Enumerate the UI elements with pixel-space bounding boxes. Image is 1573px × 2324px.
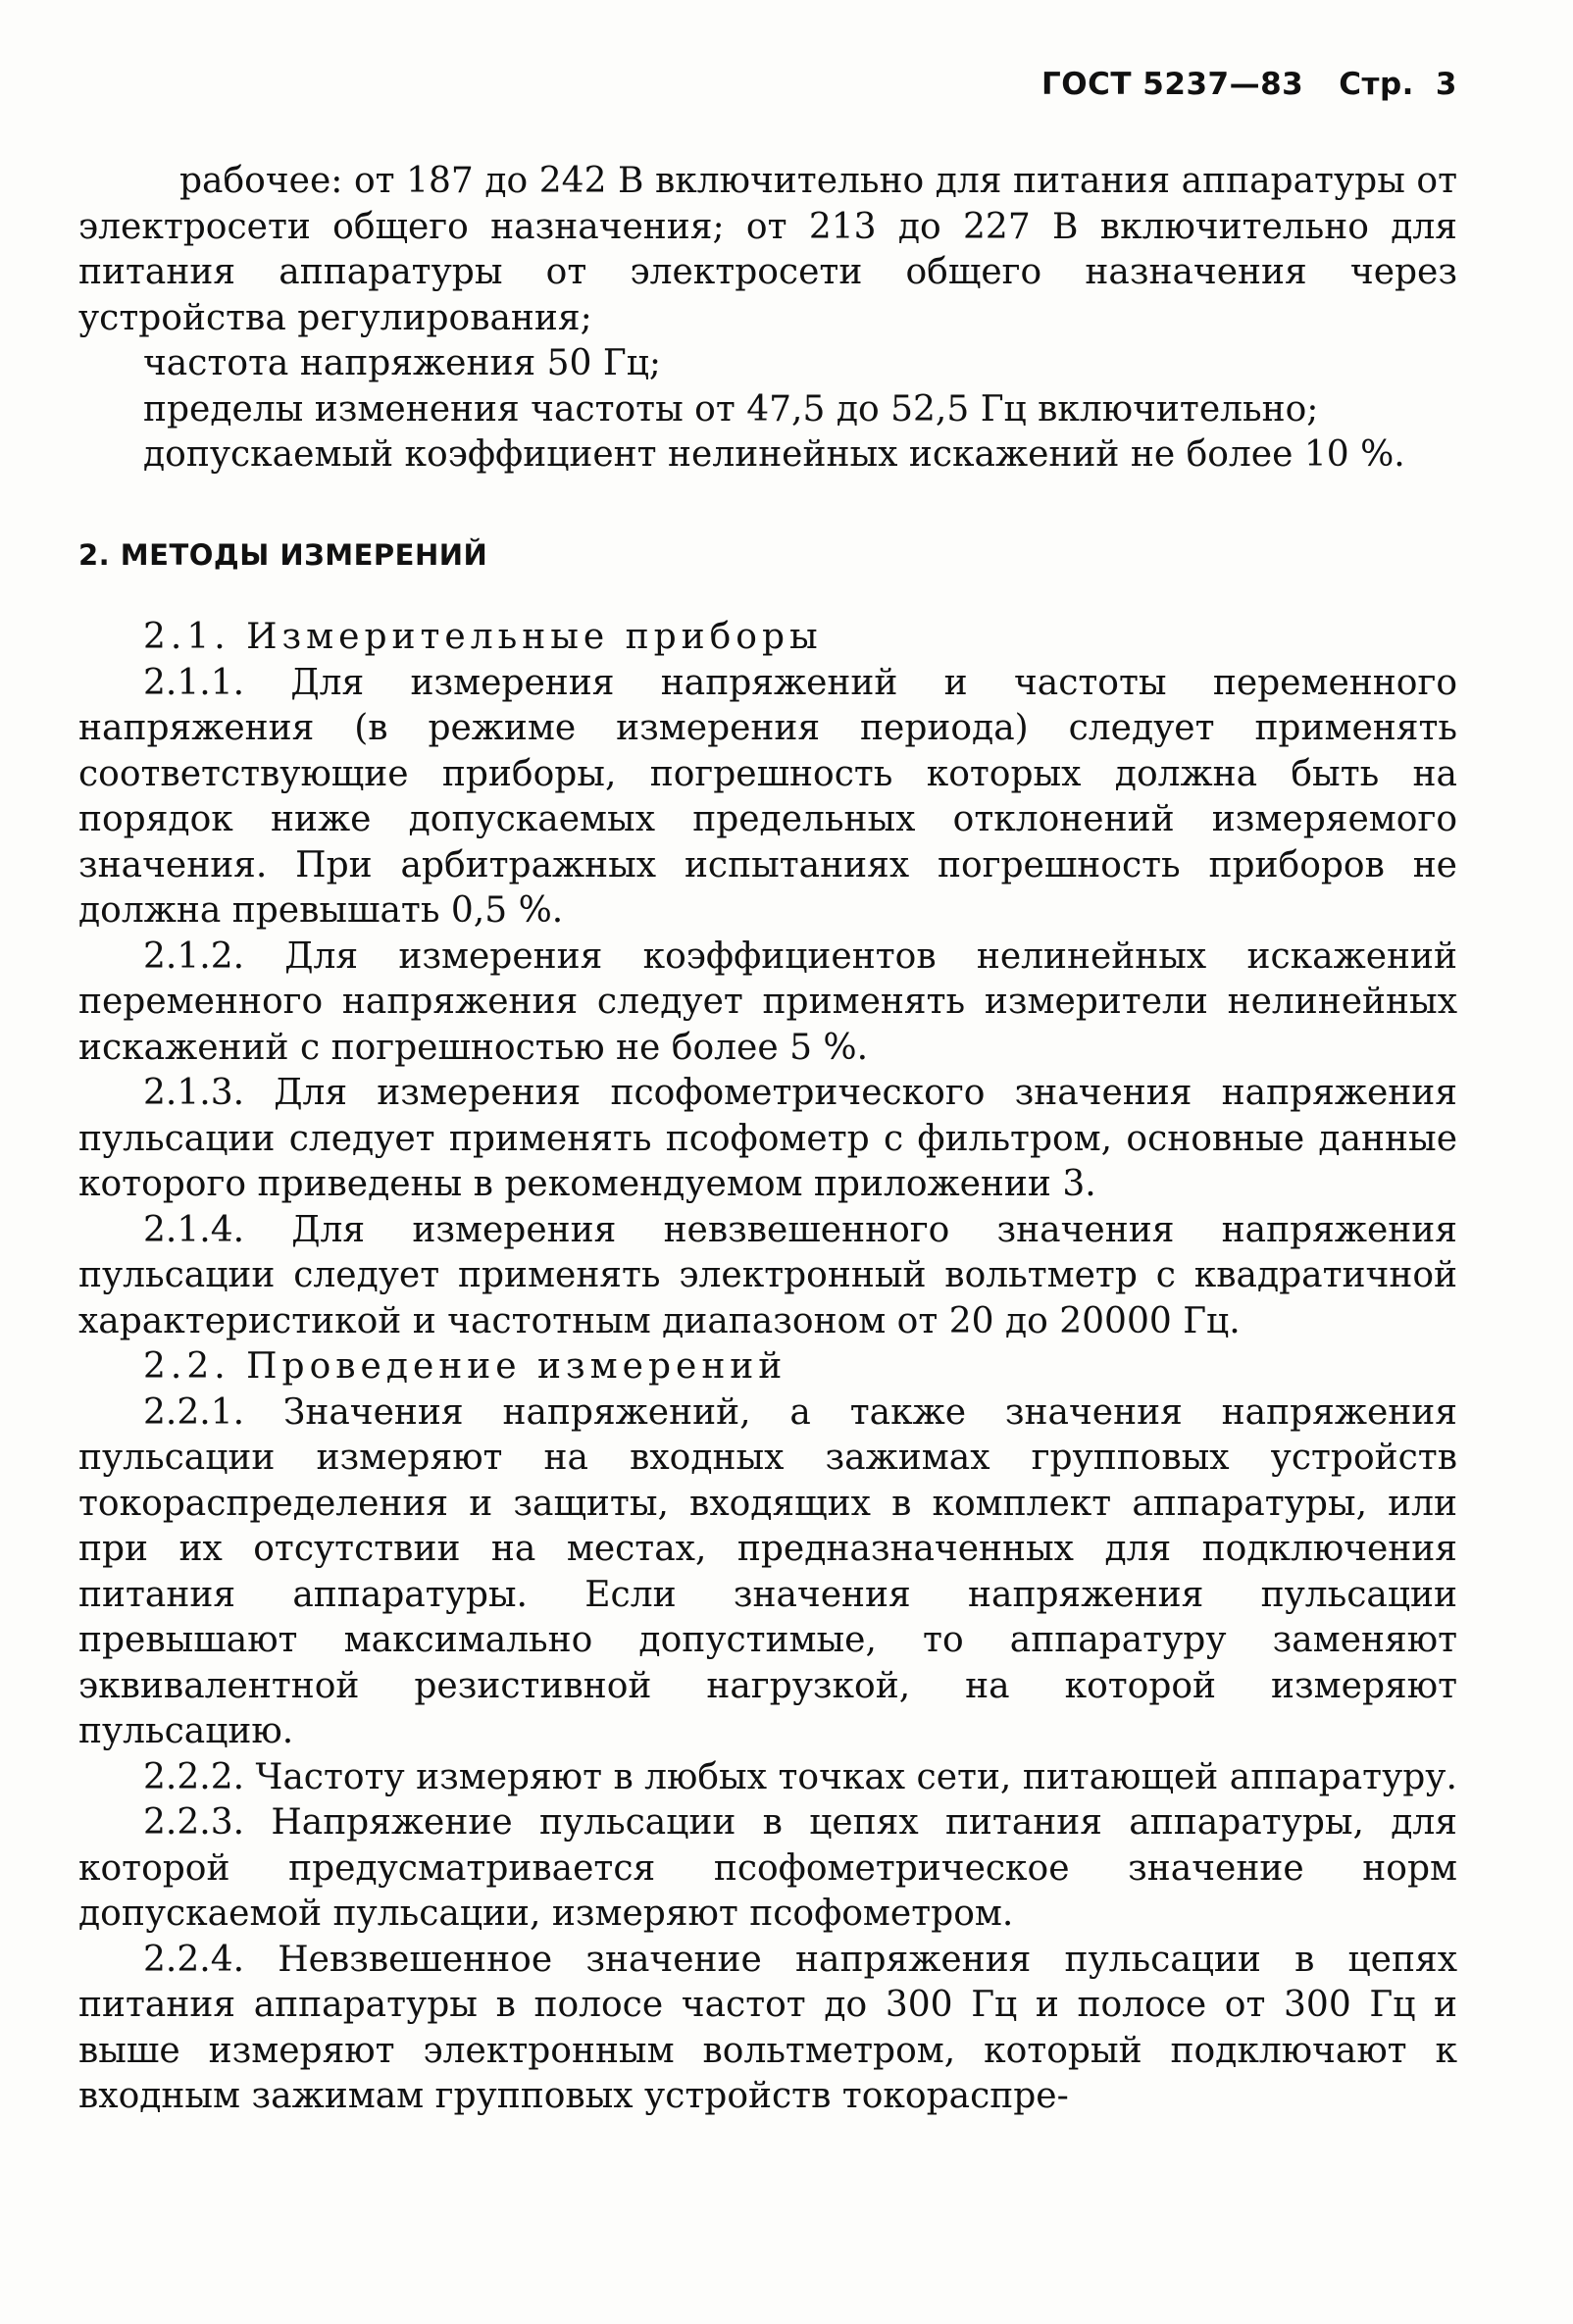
paragraph-working-voltage: рабочее: от 187 до 242 В включительно для питания аппаратуры от электросети общего назначения; от 213 до 227 В включительно для питания аппаратуры от электросети общего назначения через устройства регулирования; [78,161,1457,338]
subsection-title-instruments: 2.1. Измерительные приборы [143,617,823,657]
document-body [78,159,1457,2120]
clause-2-1-2: 2.1.2. Для измерения коэффициентов нелинейных искажений переменного напряжения следует применять измерители нелинейных искажений с погрешностью не более 5 %. [78,935,1457,1068]
clause-2-2-3: 2.2.3. Напряжение пульсации в цепях питания аппаратуры, для которой предусматривается псофометрическое значение норм допускаемой пульсации, измеряют псофометром. [78,1802,1457,1934]
clause-2-2-1: 2.2.1. Значения напряжений, а также значения напряжения пульсации измеряют на входных зажимах групповых устройств токораспределения и защиты, входящих в комплект аппаратуры, или при их отсутствии на местах, предназначенных для подключения питания аппаратуры. Если значения напряжения пульсации превышают максимально допустимые, то аппаратуру заменяют эквивалентной резистивной нагрузкой, на которой измеряют пульсацию. [78,1391,1457,1751]
subsection-title-measurements: 2.2. Проведение измерений [143,1346,787,1387]
page-number: 3 [1435,67,1457,102]
paragraph-frequency-limits: пределы изменения частоты от 47,5 до 52,5 Гц включительно; [143,388,1319,429]
page-header [1041,67,1457,102]
section-heading: 2. МЕТОДЫ ИЗМЕРЕНИЙ [78,537,488,572]
paragraph-frequency: частота напряжения 50 Гц; [143,343,661,383]
clause-2-1-4: 2.1.4. Для измерения невзвешенного значения напряжения пульсации следует применять электронный вольтметр с квадратичной характеристикой и частотным диапазоном от 20 до 20000 Гц. [78,1209,1457,1341]
paragraph-distortion: допускаемый коэффициент нелинейных искажений не более 10 %. [143,434,1405,475]
clause-2-1-3: 2.1.3. Для измерения псофометрического значения напряжения пульсации следует применять псофометр с фильтром, основные данные которого приведены в рекомендуемом приложении 3. [78,1073,1457,1204]
clause-2-2-2: 2.2.2. Частоту измеряют в любых точках сети, питающей аппаратуру. [143,1756,1457,1797]
clause-2-1-1: 2.1.1. Для измерения напряжений и частоты переменного напряжения (в режиме измерения периода) следует применять соответствующие приборы, погрешность которых должна быть на порядок ниже допускаемых предельных отклонений измеряемого значения. При арбитражных испытаниях погрешность приборов не должна превышать 0,5 %. [78,662,1457,931]
page-label: Стр. [1339,67,1414,102]
standard-number: ГОСТ 5237—83 [1041,67,1304,102]
clause-2-2-4: 2.2.4. Невзвешенное значение напряжения пульсации в цепях питания аппаратуры в полосе частот до 300 Гц и полосе от 300 Гц и выше измеряют электронным вольтметром, который подключают к входным зажимам групповых устройств токораспре- [78,1939,1457,2116]
